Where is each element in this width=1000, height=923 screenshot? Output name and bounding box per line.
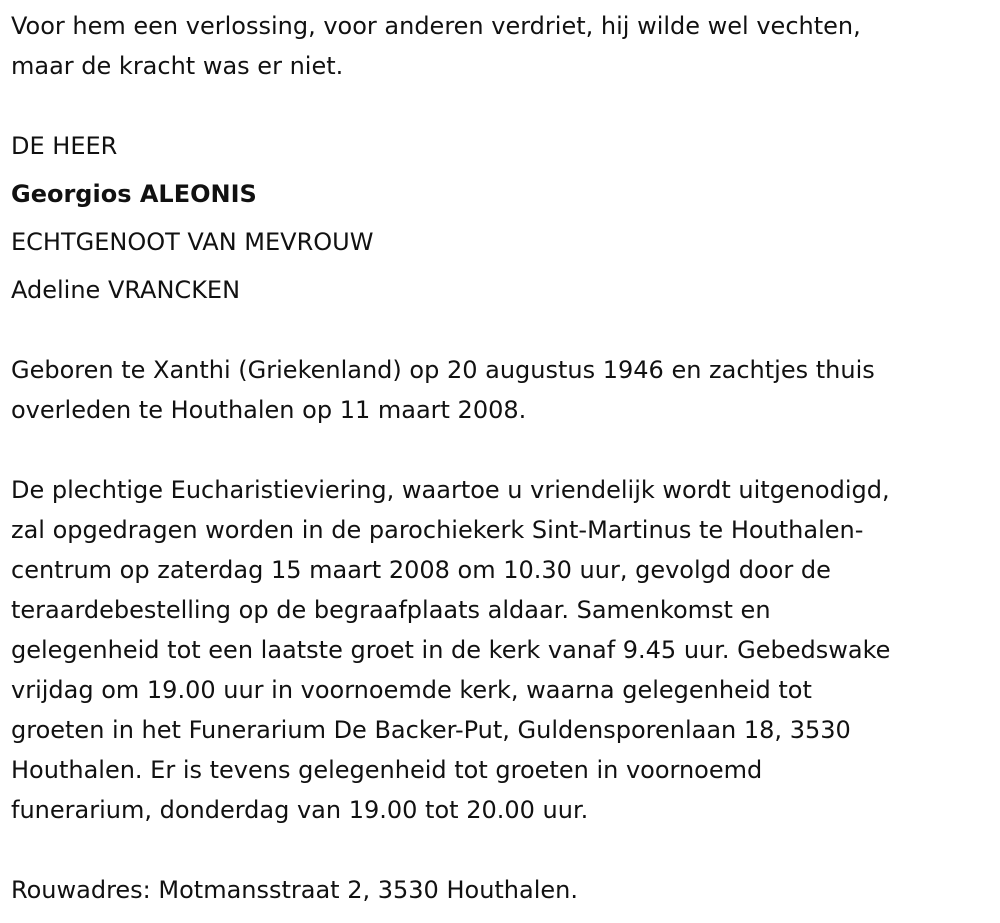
spouse-name: Adeline VRANCKEN [11, 276, 241, 304]
spouse-label: ECHTGENOOT VAN MEVROUW [11, 228, 374, 256]
birth-death-paragraph: Geboren te Xanthi (Griekenland) op 20 augustus 1946 en zachtjes thuis overleden te Houthalen op 11 maart 2008. [11, 356, 875, 424]
mourning-address: Rouwadres: Motmansstraat 2, 3530 Houthalen. [11, 876, 578, 904]
ceremony-paragraph: De plechtige Eucharistieviering, waartoe u vriendelijk wordt uitgenodigd, zal opgedragen worden in de parochiekerk Sint-Martinus te Houthalen- centrum op zaterdag 15 maart 2008 om 10.30 uur, gevolgd door de teraardebestelling op de begraafplaats aldaar. Samenkomst en gelegenheid tot een laatste groet in de kerk vanaf 9.45 uur. Gebedswake vrijdag om 19.00 uur in voornoemde kerk, waarna gelegenheid tot groeten in het Funerarium De Backer-Put, Guldensporenlaan 18, 3530 Houthalen. Er is tevens gelegenheid tot groeten in voornoemd funerarium, donderdag van 19.00 tot 20.00 uur. [11, 476, 891, 824]
intro-verse: Voor hem een verlossing, voor anderen verdriet, hij wilde wel vechten, maar de kracht was er niet. [11, 12, 861, 80]
deceased-name: Georgios ALEONIS [11, 180, 257, 208]
honorific-title: DE HEER [11, 132, 118, 160]
